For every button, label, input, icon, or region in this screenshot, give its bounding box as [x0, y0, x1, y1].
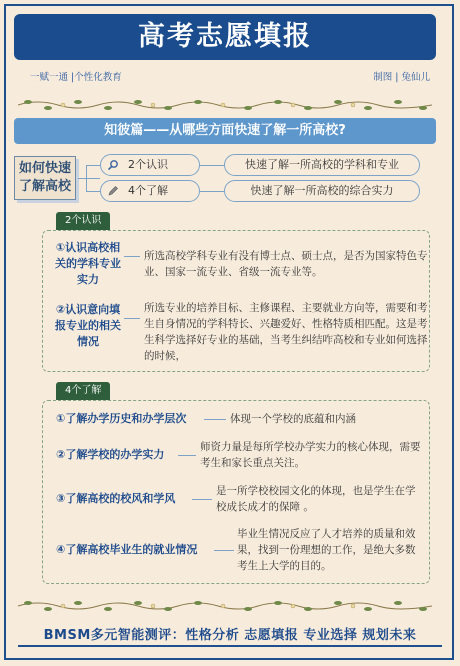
footer-slogan: BMSM多元智能测评：性格分析 志愿填报 专业选择 规划未来	[43, 628, 417, 643]
group-tag-recognize: 2个认识	[56, 212, 110, 230]
group1-item-line-1	[124, 256, 140, 257]
question-box: 如何快速了解高校	[14, 156, 76, 200]
branch-label-1: 2个认识	[128, 158, 168, 171]
branch-pill-2	[100, 180, 200, 202]
group1-item-line-2	[124, 318, 140, 319]
branch-pill-1	[100, 154, 200, 176]
page-title: 高考志愿填报	[14, 14, 436, 60]
group1-item-desc-1: 所选高校学科专业有没有博士点、硕士点，是否为国家特色专业、国家一流专业、省级一流专业等。	[144, 250, 428, 278]
group2-item-desc-1: 体现一个学校的底蕴和内涵	[230, 413, 356, 425]
group2-item-desc-2: 师资力量是每所学校办学实力的核心体现，需要考生和家长重点关注。	[200, 441, 421, 469]
group2-item-desc-3: 是一所学校校园文化的体现，也是学生在学校成长成才的保障 。	[216, 485, 416, 513]
branch-desc-connector-2	[200, 191, 224, 192]
group1-item-desc-2: 所选专业的培养目标、主修课程、主要就业方向等，需要和考生自身情况的学科特长、兴趣爱好、性格特质相匹配。这是考生科学选择好专业的基础，当考生纠结咋高校和专业如何选择的时候，	[144, 302, 428, 362]
group2-item-line-3	[192, 499, 212, 500]
footer-rule	[18, 645, 442, 647]
vine-divider-top	[18, 96, 432, 114]
group1-item-title-1: ①认识高校相关的学科专业实力	[55, 241, 121, 286]
group2-item-line-2	[178, 455, 196, 456]
group-tag-understand: 4个了解	[56, 382, 110, 400]
author-label: 制图 | 兔仙儿	[373, 72, 430, 83]
magnifier-icon	[107, 158, 119, 178]
branch-label-2: 4个了解	[128, 184, 168, 197]
branch-desc-2: 快速了解一所高校的综合实力	[224, 180, 420, 202]
branch-spine	[86, 165, 87, 191]
section-title: 知彼篇——从哪些方面快速了解一所高校?	[14, 118, 436, 144]
group1-item-title-2: ②认识意向填报专业的相关情况	[55, 303, 121, 348]
group2-item-title-3: ③了解高校的校风和学风	[56, 492, 176, 505]
branch-connector-2	[86, 191, 100, 192]
group2-item-line-1	[204, 419, 226, 420]
branch-desc-1: 快速了解一所高校的学科和专业	[224, 154, 420, 176]
publisher-label: 一赋一通 |个性化教育	[30, 72, 122, 83]
pencil-icon	[107, 184, 119, 204]
group2-item-line-4	[214, 550, 234, 551]
branch-desc-connector-1	[200, 165, 224, 166]
branch-connector-1	[86, 165, 100, 166]
group2-item-title-1: ①了解办学历史和办学层次	[56, 412, 187, 425]
group2-item-title-4: ④了解高校毕业生的就业情况	[56, 543, 198, 556]
group2-item-desc-4: 毕业生情况反应了人才培养的质量和效果，找到一份理想的工作，是绝大多数考生上大学的目的。	[237, 528, 416, 572]
question-connector	[78, 178, 100, 179]
group2-item-title-2: ②了解学校的办学实力	[56, 448, 165, 461]
vine-divider-bottom	[18, 597, 432, 615]
